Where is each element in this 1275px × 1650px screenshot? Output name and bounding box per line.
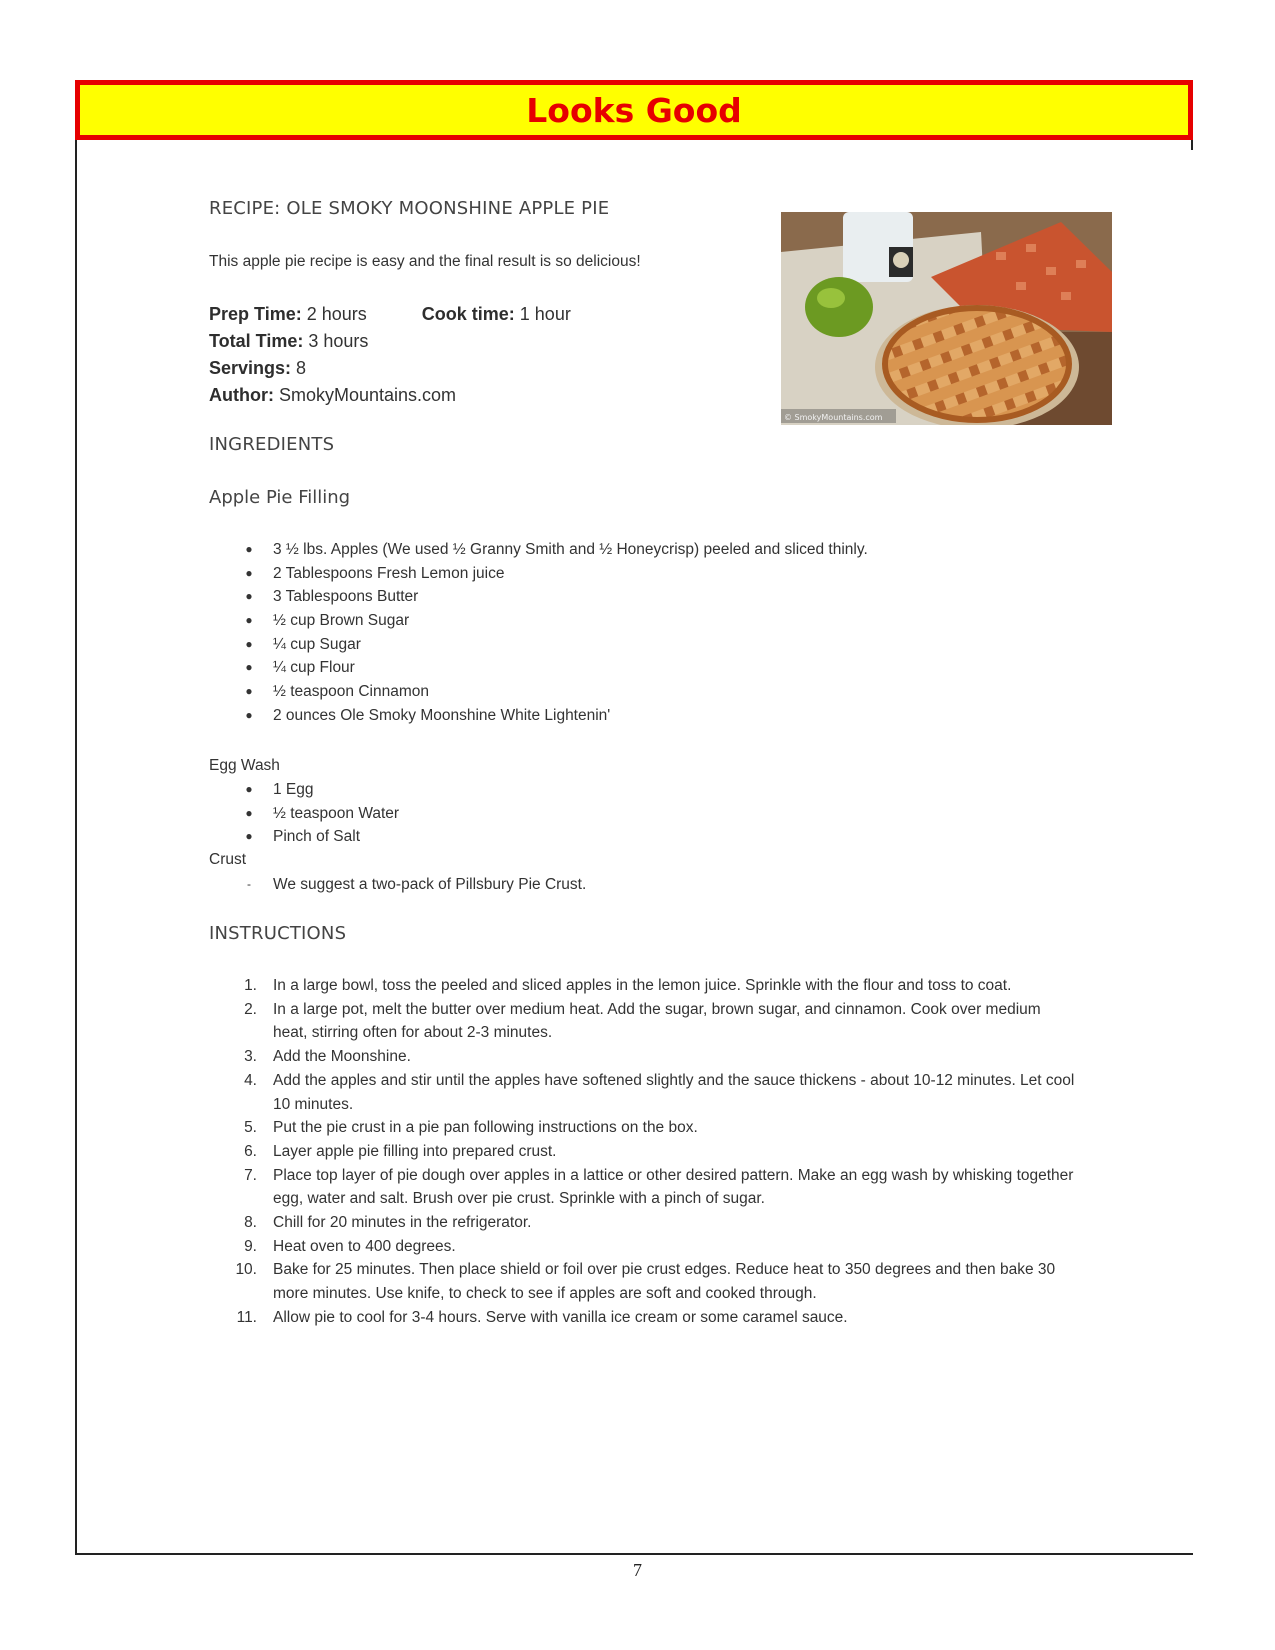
step-item <box>209 1140 1079 1164</box>
list-item <box>209 778 399 802</box>
step-number: 8. <box>244 1214 257 1232</box>
step-item <box>209 1045 1079 1069</box>
step-text: In a large bowl, toss the peeled and sliced apples in the lemon juice. Sprinkle with the flour and toss to coat. <box>273 977 1012 994</box>
list-item <box>209 656 868 680</box>
banner-title: Looks Good <box>526 90 742 130</box>
dash-icon: - <box>247 877 251 891</box>
step-item <box>209 1069 1079 1116</box>
list-item <box>209 562 868 586</box>
crust-list <box>209 873 586 897</box>
list-item-text: 3 ½ lbs. Apples (We used ½ Granny Smith and ½ Honeycrisp) peeled and sliced thinly. <box>273 541 868 558</box>
prep-time-label: Prep Time: <box>209 304 302 324</box>
page-number: 7 <box>633 1560 642 1580</box>
bullet-icon: ● <box>245 829 253 844</box>
step-item <box>209 1211 1079 1235</box>
bullet-icon: ● <box>245 636 253 651</box>
list-item-text: ½ teaspoon Water <box>273 804 400 822</box>
bullet-icon: ● <box>245 707 253 722</box>
step-text: In a large pot, melt the butter over medium heat. Add the sugar, brown sugar, and cinnamon. Cook over medium heat, stirring often for about 2-3 minutes. <box>273 1000 1041 1042</box>
step-number: 6. <box>244 1142 257 1160</box>
list-item <box>209 538 868 562</box>
frame-border-bottom <box>75 1553 1193 1555</box>
step-text: Place top layer of pie dough over apples in a lattice or other desired pattern. Make an egg wash by whisking together egg, water and salt. Brush over pie crust. Sprinkle with a pinch of sugar. <box>273 1166 1074 1208</box>
step-text: Bake for 25 minutes. Then place shield or foil over pie crust edges. Reduce heat to 350 degrees and then bake 30 more minutes. Use knife, to check to see if apples are soft and cooked through. <box>273 1261 1056 1303</box>
list-item-text: ¼ cup Flour <box>273 659 355 677</box>
list-item <box>209 802 399 826</box>
author-label: Author: <box>209 385 274 405</box>
list-item <box>209 609 868 633</box>
filling-list <box>209 538 868 728</box>
list-item <box>209 585 868 609</box>
list-item <box>209 633 868 657</box>
step-text: Add the Moonshine. <box>273 1048 411 1066</box>
step-number: 10. <box>235 1261 257 1279</box>
list-item-text: 3 Tablespoons Butter <box>273 588 419 606</box>
list-item-text: ½ teaspoon Cinnamon <box>273 683 429 701</box>
bullet-icon: ● <box>245 660 253 675</box>
step-item <box>209 974 1079 998</box>
list-item-text: 2 ounces Ole Smoky Moonshine White Lightenin' <box>273 706 611 724</box>
step-item <box>209 1116 1079 1140</box>
recipe-meta <box>209 301 571 409</box>
cook-time-value: 1 hour <box>514 304 571 324</box>
servings-row <box>209 355 571 382</box>
frame-border-right <box>1191 140 1193 150</box>
step-text: Heat oven to 400 degrees. <box>273 1237 456 1255</box>
step-text: Put the pie crust in a pie pan following instructions on the box. <box>273 1119 698 1137</box>
author-row <box>209 382 571 409</box>
list-item-text: ¼ cup Sugar <box>273 635 361 653</box>
step-text: Add the apples and stir until the apples have softened slightly and the sauce thickens - about 10-12 minutes. Let cool 10 minutes. <box>273 1071 1075 1113</box>
servings-label: Servings: <box>209 358 292 378</box>
prep-cook-row <box>209 301 571 328</box>
page-banner <box>75 80 1193 140</box>
list-item-text: Pinch of Salt <box>273 828 361 846</box>
egg-wash-list <box>209 778 399 849</box>
step-item <box>209 1164 1079 1211</box>
bullet-icon: ● <box>245 613 253 628</box>
frame-border-left <box>75 140 77 1554</box>
bullet-icon: ● <box>245 684 253 699</box>
filling-heading: Apple Pie Filling <box>209 487 351 508</box>
recipe-intro: This apple pie recipe is easy and the final result is so delicious! <box>209 253 641 270</box>
ingredients-heading: INGREDIENTS <box>209 434 335 455</box>
step-number: 3. <box>244 1048 257 1066</box>
list-item-text: We suggest a two-pack of Pillsbury Pie Crust. <box>273 876 587 893</box>
step-item <box>209 1258 1079 1305</box>
total-time-value: 3 hours <box>303 331 369 351</box>
egg-wash-label: Egg Wash <box>209 757 280 774</box>
instructions-heading: INSTRUCTIONS <box>209 923 347 944</box>
bullet-icon: ● <box>245 782 253 796</box>
apple-pie-photo <box>781 212 1112 425</box>
list-item-text: 1 Egg <box>273 781 314 798</box>
bullet-icon: ● <box>245 589 253 604</box>
step-text: Chill for 20 minutes in the refrigerator. <box>273 1214 532 1232</box>
author-value: SmokyMountains.com <box>273 385 457 405</box>
step-text: Layer apple pie filling into prepared crust. <box>273 1142 557 1160</box>
cook-time-label: Cook time: <box>421 304 515 324</box>
bullet-icon: ● <box>245 542 253 556</box>
step-number: 9. <box>244 1237 257 1255</box>
step-number: 5. <box>244 1119 257 1137</box>
list-item <box>209 680 868 704</box>
total-time-label: Total Time: <box>209 331 304 351</box>
step-number: 4. <box>244 1071 257 1089</box>
instructions-list <box>209 974 1079 1330</box>
bullet-icon: ● <box>245 805 253 820</box>
step-number: 7. <box>244 1166 257 1184</box>
crust-label: Crust <box>209 851 247 868</box>
list-item-text: ½ cup Brown Sugar <box>273 612 410 630</box>
step-number: 11. <box>236 1308 257 1326</box>
prep-time-value: 2 hours <box>301 304 367 324</box>
step-item <box>209 998 1079 1045</box>
step-text: Allow pie to cool for 3-4 hours. Serve with vanilla ice cream or some caramel sauce. <box>273 1308 848 1326</box>
total-time-row <box>209 328 571 355</box>
cook-time <box>422 301 571 328</box>
step-item <box>209 1235 1079 1259</box>
list-item <box>209 873 586 897</box>
list-item <box>209 704 868 728</box>
list-item-text: 2 Tablespoons Fresh Lemon juice <box>273 564 505 582</box>
step-number: 1. <box>244 977 257 994</box>
bullet-icon: ● <box>245 565 253 580</box>
step-item <box>209 1306 1079 1330</box>
photo-caption: © SmokyMountains.com <box>784 413 883 422</box>
recipe-title: RECIPE: OLE SMOKY MOONSHINE APPLE PIE <box>209 198 610 219</box>
list-item <box>209 825 399 849</box>
step-number: 2. <box>244 1000 257 1018</box>
servings-value: 8 <box>291 358 307 378</box>
